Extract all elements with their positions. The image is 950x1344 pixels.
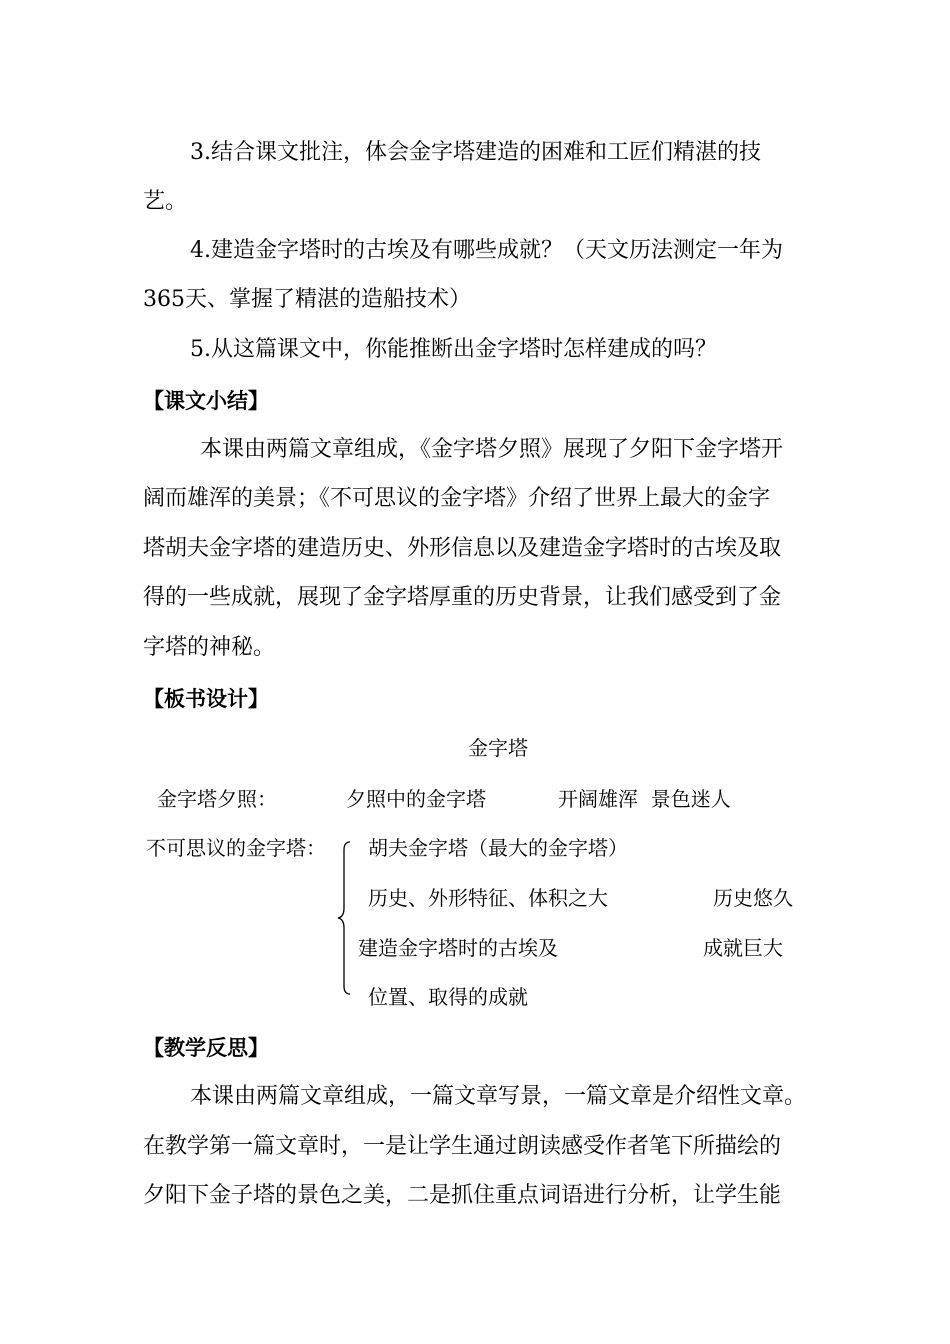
board-item-4: 位置、取得的成就 — [368, 985, 528, 1009]
question-4-line-1: 4.建造金字塔时的古埃及有哪些成就？（天文历法测定一年为 — [190, 238, 783, 263]
question-3-line-1: 3.结合课文批注，体会金字塔建造的困难和工匠们精湛的技 — [190, 140, 761, 165]
board-item-2: 历史、外形特征、体积之大 — [368, 886, 608, 910]
reflection-line: 夕阳下金子塔的景色之美，二是抓住重点词语进行分析，让学生能 — [143, 1183, 782, 1208]
summary-heading: 【课文小结】 — [143, 389, 269, 413]
board-title: 金字塔 — [468, 736, 528, 760]
board-row1-mid: 夕照中的金字塔 — [346, 787, 486, 811]
board-row1-label: 金字塔夕照： — [157, 787, 277, 811]
question-5: 5.从这篇课文中，你能推断出金字塔时怎样建成的吗？ — [190, 337, 717, 362]
board-item-3-right: 成就巨大 — [703, 936, 783, 960]
question-3-line-2: 艺。 — [143, 189, 188, 214]
reflection-heading: 【教学反思】 — [143, 1036, 269, 1060]
board-row2-label: 不可思议的金字塔： — [146, 836, 326, 860]
question-4-line-2: 365天、掌握了精湛的造船技术） — [143, 287, 471, 312]
reflection-line: 在教学第一篇文章时，一是让学生通过朗读感受作者笔下所描绘的 — [143, 1134, 782, 1159]
board-row1-right: 开阔雄浑 景色迷人 — [558, 787, 731, 811]
board-heading: 【板书设计】 — [143, 687, 269, 711]
curly-brace-icon — [334, 838, 364, 998]
board-item-2-right: 历史悠久 — [713, 886, 793, 910]
summary-line: 本课由两篇文章组成，《金字塔夕照》展现了夕阳下金字塔开 — [200, 437, 784, 462]
summary-line: 字塔的神秘。 — [143, 635, 276, 660]
reflection-line: 本课由两篇文章组成，一篇文章写景，一篇文章是介绍性文章。 — [190, 1084, 807, 1109]
board-item-1: 胡夫金字塔（最大的金字塔） — [368, 836, 628, 860]
board-item-3: 建造金字塔时的古埃及 — [358, 936, 558, 960]
summary-line: 塔胡夫金字塔的建造历史、外形信息以及建造金字塔时的古埃及取 — [143, 536, 782, 561]
summary-line: 得的一些成就，展现了金字塔厚重的历史背景，让我们感受到了金 — [143, 585, 782, 610]
summary-line: 阔而雄浑的美景；《不可思议的金字塔》介绍了世界上最大的金字 — [143, 486, 771, 511]
